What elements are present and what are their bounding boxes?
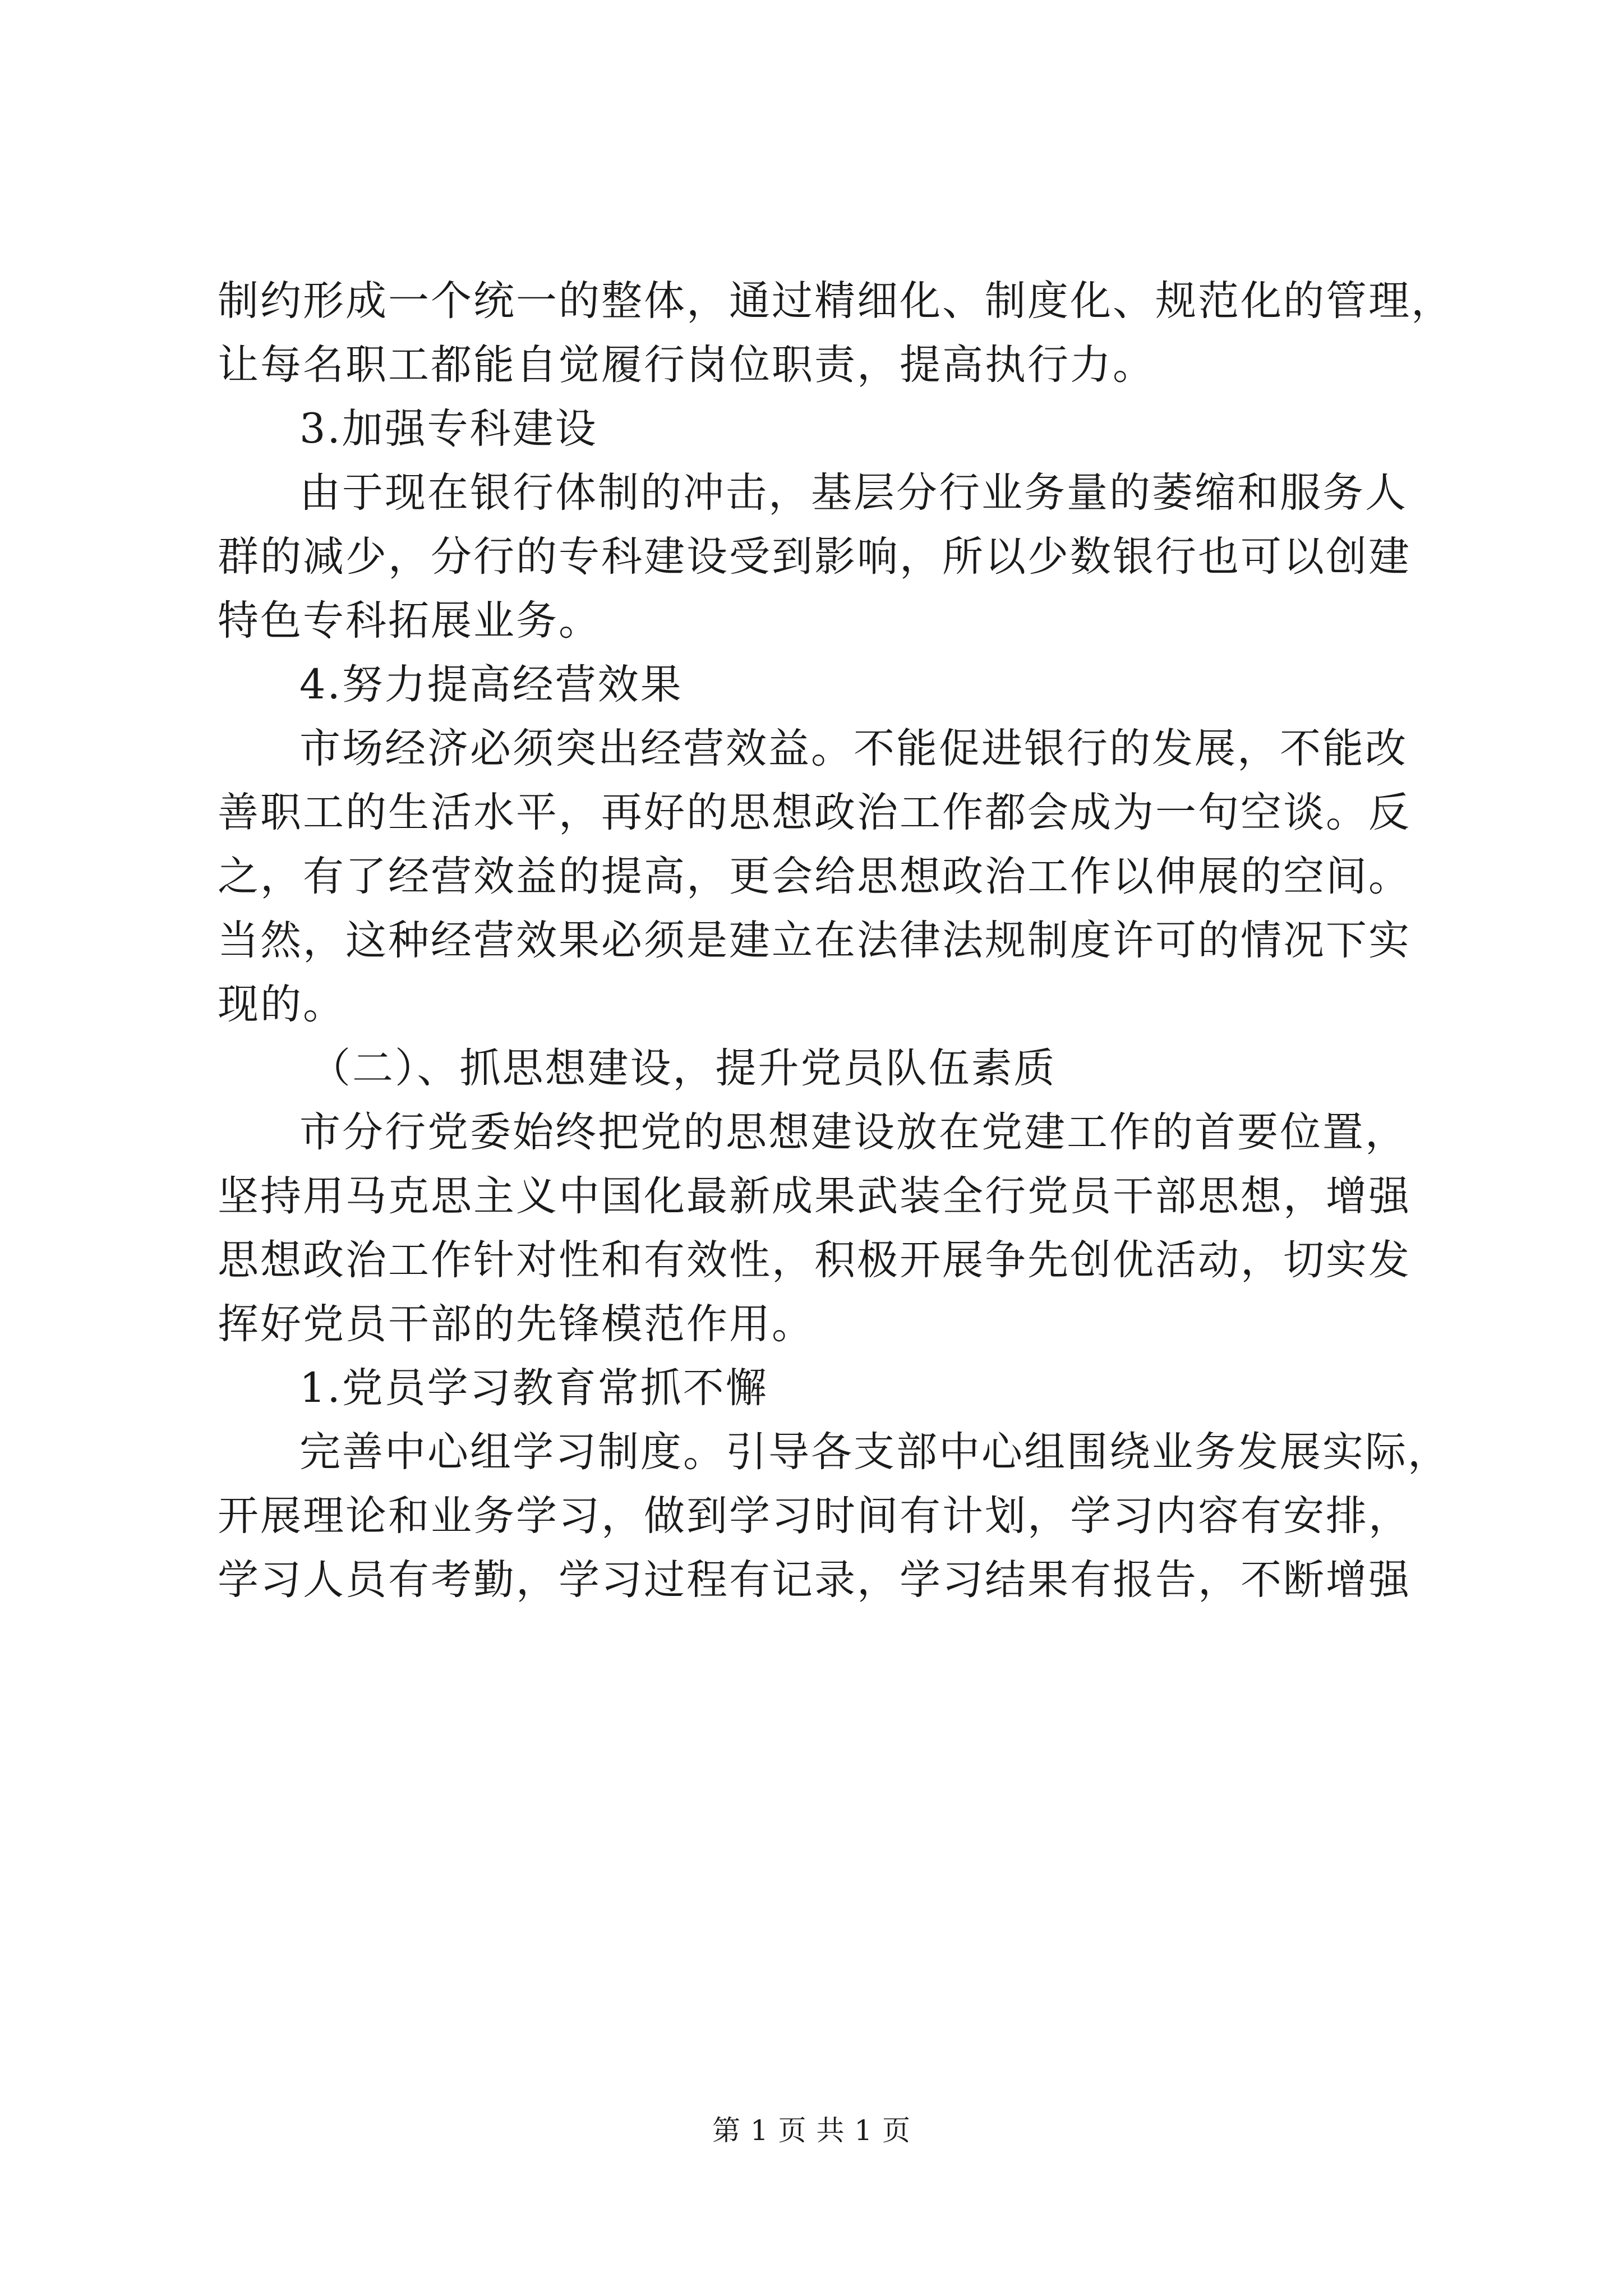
page-footer: 第 1 页 共 1 页: [712, 2114, 911, 2147]
body-line-9: 善职工的生活水平，再好的思想政治工作都会成为一句空谈。反: [218, 789, 1411, 836]
section-heading-ideology: （二）、抓思想建设，提升党员队伍素质: [310, 1045, 1057, 1092]
body-line-4: 由于现在银行体制的冲击，基层分行业务量的萎缩和服务人: [299, 469, 1408, 517]
body-line-1: 制约形成一个统一的整体，通过精细化、制度化、规范化的管理，: [218, 277, 1454, 325]
body-line-11: 当然，这种经营效果必须是建立在法律法规制度许可的情况下实: [218, 917, 1411, 964]
body-line-21: 学习人员有考勤，学习过程有记录，学习结果有报告，不断增强: [218, 1556, 1411, 1604]
body-line-14: 市分行党委始终把党的思想建设放在党建工作的首要位置，: [299, 1108, 1408, 1156]
section-heading-1: 1.党员学习教育常抓不懈: [299, 1364, 768, 1412]
section-heading-4: 4.努力提高经营效果: [299, 661, 683, 708]
section-heading-3: 3.加强专科建设: [299, 405, 598, 453]
document-body: [218, 269, 1454, 1612]
body-line-2: 让每名职工都能自觉履行岗位职责，提高执行力。: [218, 341, 1155, 389]
body-line-17: 挥好党员干部的先锋模范作用。: [218, 1300, 814, 1348]
body-line-8: 市场经济必须突出经营效益。不能促进银行的发展，不能改: [299, 725, 1408, 772]
body-line-20: 开展理论和业务学习，做到学习时间有计划，学习内容有安排，: [218, 1492, 1411, 1540]
body-line-5: 群的减少，分行的专科建设受到影响，所以少数银行也可以创建: [218, 533, 1411, 581]
body-line-19: 完善中心组学习制度。引导各支部中心组围绕业务发展实际，: [299, 1428, 1450, 1476]
body-line-16: 思想政治工作针对性和有效性，积极开展争先创优活动，切实发: [218, 1236, 1411, 1284]
body-line-6: 特色专科拓展业务。: [218, 597, 601, 645]
body-line-10: 之，有了经营效益的提高，更会给思想政治工作以伸展的空间。: [218, 853, 1411, 900]
body-line-15: 坚持用马克思主义中国化最新成果武装全行党员干部思想，增强: [218, 1172, 1411, 1220]
body-line-12: 现的。: [218, 981, 345, 1028]
